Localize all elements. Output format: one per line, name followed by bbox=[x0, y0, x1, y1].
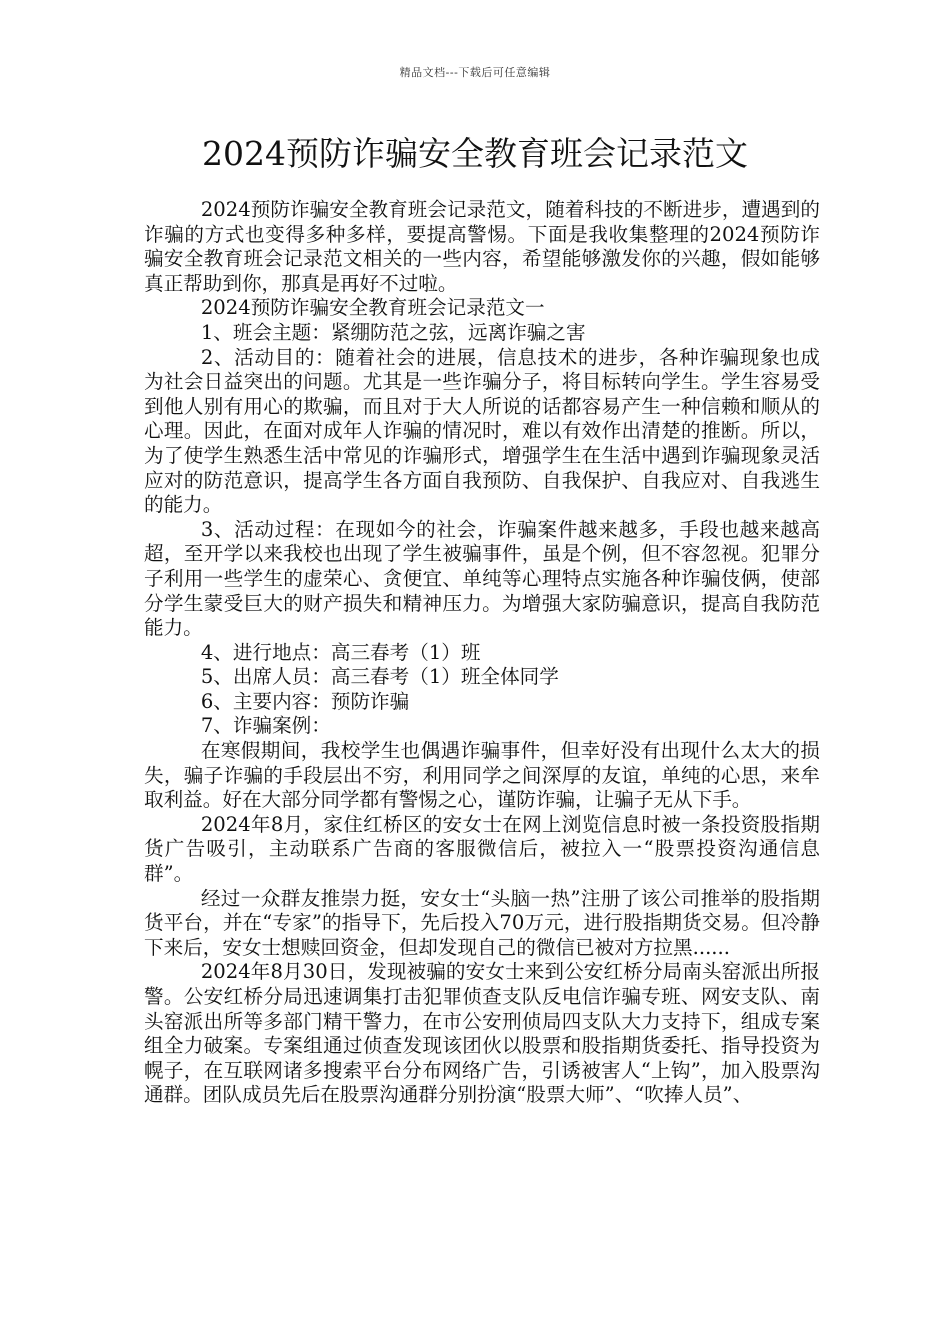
paragraph-item-2: 2、活动目的：随着社会的进展，信息技术的进步，各种诈骗现象也成为社会日益突出的问题。尤其是一些诈骗分子，将目标转向学生。学生容易受到他人别有用心的欺骗，而且对于大人所说的话都容易产生一种信赖和顺从的心理。因此，在面对成年人诈骗的情况时，难以有效作出清楚的推断。所以，为了使学生熟悉生活中常见的诈骗形式，增强学生在生活中遇到诈骗现象灵活应对的防范意识，提高学生各方面自我预防、自我保护、自我应对、自我逃生的能力。 bbox=[144, 345, 820, 517]
paragraph-item-4: 4、进行地点：高三春考（1）班 bbox=[200, 640, 481, 664]
paragraph-intro: 2024预防诈骗安全教育班会记录范文，随着科技的不断进步，遭遇到的诈骗的方式也变得多种多样，要提高警惕。下面是我收集整理的2024预防诈骗安全教育班会记录范文相关的一些内容，希望能够激发你的兴趣，假如能够真正帮助到你，那真是再好不过啦。 bbox=[144, 198, 820, 295]
document-body bbox=[144, 198, 820, 1108]
page-header: 精品文档---下载后可任意编辑 bbox=[399, 66, 551, 79]
document-title: 2024预防诈骗安全教育班会记录范文 bbox=[202, 134, 748, 173]
paragraph-case-1: 2024年8月，家住红桥区的安女士在网上浏览信息时被一条投资股指期货广告吸引，主动联系广告商的客服微信后，被拉入一“股票投资沟通信息群”。 bbox=[144, 812, 820, 886]
paragraph-case-intro: 在寒假期间，我校学生也偶遇诈骗事件，但幸好没有出现什么太大的损失，骗子诈骗的手段层出不穷，利用同学之间深厚的友谊，单纯的心思，来牟取利益。好在大部分同学都有警惕之心，谨防诈骗，让骗子无从下手。 bbox=[144, 739, 820, 812]
paragraph-item-7: 7、诈骗案例： bbox=[200, 714, 331, 738]
paragraph-case-2: 经过一众群友推崇力挺，安女士“头脑一热”注册了该公司推举的股指期货平台，并在“专家”的指导下，先后投入70万元，进行股指期货交易。但冷静下来后，安女士想赎回资金，但却发现自己的微信已被对方拉黑...... bbox=[144, 886, 820, 959]
paragraph-item-6: 6、主要内容：预防诈骗 bbox=[200, 689, 410, 713]
paragraph-item-5: 5、出席人员：高三春考（1）班全体同学 bbox=[200, 665, 559, 689]
paragraph-item-1: 1、班会主题：紧绷防范之弦，远离诈骗之害 bbox=[200, 320, 586, 344]
paragraph-item-3: 3、活动过程：在现如今的社会，诈骗案件越来越多，手段也越来越高超，至开学以来我校也出现了学生被骗事件，虽是个例，但不容忽视。犯罪分子利用一些学生的虚荣心、贪便宜、单纯等心理特点实施各种诈骗伎俩，使部分学生蒙受巨大的财产损失和精神压力。为增强大家防骗意识，提高自我防范能力。 bbox=[144, 517, 820, 640]
paragraph-case-3: 2024年8月30日，发现被骗的安女士来到公安红桥分局南头窑派出所报警。公安红桥分局迅速调集打击犯罪侦查支队反电信诈骗专班、网安支队、南头窑派出所等多部门精干警力，在市公安刑侦局四支队大力支持下，组成专案组全力破案。专案组通过侦查发现该团伙以股票和股指期货委托、指导投资为幌子，在互联网诸多搜索平台分布网络广告，引诱被害人“上钩”，加入股票沟通群。团队成员先后在股票沟通群分别扮演“股票大师”、“吹捧人员”、 bbox=[144, 960, 820, 1107]
paragraph-subtitle: 2024预防诈骗安全教育班会记录范文一 bbox=[200, 296, 545, 320]
